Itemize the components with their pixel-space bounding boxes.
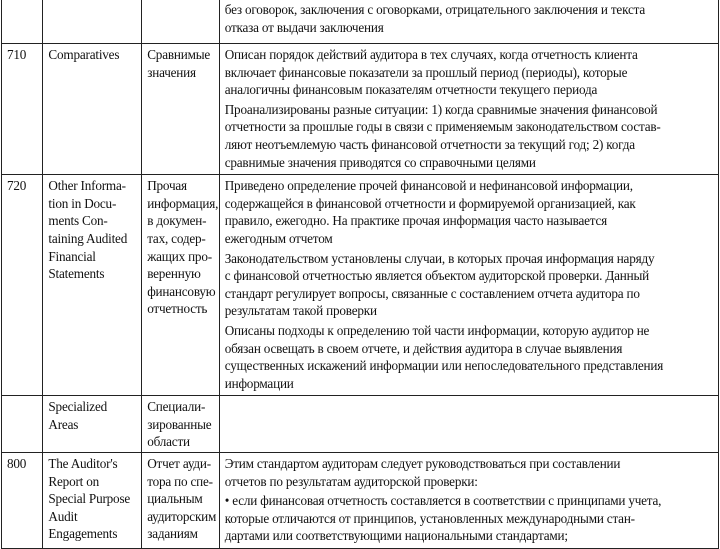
description-line: сравнимые значения приводятся со справочными целями	[224, 154, 536, 170]
russian-title-line: области	[147, 434, 190, 450]
description-line: Этим стандартом аудиторам следует руководствоваться при составлении	[224, 456, 621, 472]
description-line: правило, ежегодно. На практике прочая информация часто называется	[224, 213, 608, 229]
description-line: Приведено определение прочей финансовой и нефинансовой информации,	[224, 178, 633, 194]
english-title-line: Statements	[48, 266, 105, 282]
description-line: ежегодным отчетом	[224, 230, 333, 246]
standard-code: 800	[2, 453, 43, 549]
description	[219, 453, 718, 549]
english-title	[43, 0, 142, 44]
russian-title-line: циальным	[147, 491, 203, 507]
description-paragraph	[225, 101, 714, 171]
english-title-line: tion in Docu-	[48, 195, 117, 211]
description-line: отчетов по результатам аудиторской проверки:	[224, 473, 478, 489]
description-paragraph	[225, 250, 714, 320]
russian-title	[142, 175, 220, 396]
description	[219, 175, 718, 396]
description-line: включает финансовые показатели за прошлый период (периоды), которые	[224, 64, 628, 80]
table-row	[2, 453, 719, 549]
russian-title-line: Сравнимые	[147, 47, 211, 62]
english-title-line: taining Audited	[48, 230, 128, 246]
table-row	[2, 0, 719, 44]
description-line: информации	[224, 375, 294, 391]
russian-title-line: веренную	[147, 266, 201, 282]
description-line: Проанализированы разные ситуации: 1) когда сравнимые значения финансовой	[224, 101, 658, 117]
description-line: с финансовой отчетностью является объектом аудиторской проверки. Данный	[224, 268, 649, 284]
english-title-line: Financial	[48, 248, 96, 264]
standard-code: 720	[2, 175, 43, 396]
table-row	[2, 175, 719, 396]
description	[219, 0, 718, 44]
standard-code	[2, 396, 43, 453]
description-line: отчетности за прошлые годы в связи с применяемым законодательством состав-	[224, 119, 661, 135]
russian-title-line: Специали-	[147, 399, 206, 415]
english-title-line: The Auditor's	[48, 456, 118, 472]
description	[219, 44, 718, 175]
russian-title	[142, 0, 220, 44]
russian-title-line: значения	[147, 64, 196, 80]
russian-title-line: аудиторским	[147, 508, 217, 524]
english-title-line: Areas	[48, 416, 79, 432]
standard-code	[2, 0, 43, 44]
english-title-line: Other Informa-	[48, 178, 126, 194]
description-line: дартами или соответствующими национальными стандартами;	[224, 528, 568, 544]
description-paragraph	[225, 177, 714, 247]
standards-table	[1, 0, 719, 549]
description-line: обязан освещать в своем отчете, и действия аудитора в случае выявления	[224, 340, 623, 356]
description-line: результатам такой проверки	[224, 303, 377, 319]
description-line: содержащейся в финансовой отчетности и формируемой организацией, как	[224, 195, 636, 211]
description-line: аналогичны финансовым показателям отчетности текущего периода	[224, 82, 598, 98]
table-row	[2, 396, 719, 453]
description-paragraph	[225, 455, 714, 490]
description-line: ляют неотъемлемую часть финансовой отчетности за текущий год; 2) когда	[224, 136, 635, 152]
english-title-line: Special Purpose	[48, 491, 131, 507]
russian-title-line: зированные	[147, 416, 212, 432]
description-line: без оговорок, заключения с оговорками, отрицательного заключения и текста	[224, 2, 645, 17]
english-title-line: Comparatives	[48, 47, 120, 62]
russian-title	[142, 44, 220, 175]
english-title-line: Audit	[48, 508, 78, 524]
english-title	[43, 453, 142, 549]
russian-title-line: Прочая	[147, 178, 187, 194]
english-title-line: Specialized	[48, 399, 108, 415]
russian-title-line: тах, содер-	[147, 230, 206, 246]
description-line: Описан порядок действий аудитора в тех случаях, когда отчетность клиента	[224, 47, 638, 62]
english-title	[43, 396, 142, 453]
russian-title-line: заданиям	[147, 526, 198, 542]
english-title-line: ments Con-	[48, 213, 108, 229]
russian-title-line: тора по спе-	[147, 473, 213, 489]
russian-title	[142, 396, 220, 453]
table-row	[2, 44, 719, 175]
standard-code: 710	[2, 44, 43, 175]
description-line: отказа от выдачи заключения	[224, 19, 384, 35]
description-paragraph	[225, 1, 714, 36]
description-line: существенных искажений информации или непоследовательного представления	[224, 358, 664, 374]
russian-title-line: Отчет ауди-	[147, 456, 211, 472]
russian-title-line: отчетность	[147, 301, 208, 317]
description	[219, 396, 718, 453]
english-title	[43, 175, 142, 396]
russian-title-line: жащих про-	[147, 248, 212, 264]
description-line: стандарт регулирует вопросы, связанные с составлением отчета аудитора по	[224, 285, 640, 301]
russian-title-line: в докумен-	[147, 213, 207, 229]
description-line: Законодательством установлены случаи, в которых прочая информация наряду	[224, 250, 655, 266]
description-paragraph	[225, 46, 714, 99]
russian-title-line: информация,	[147, 195, 219, 211]
description-line: Описаны подходы к определению той части информации, которую аудитор не	[224, 322, 650, 338]
russian-title	[142, 453, 220, 549]
russian-title-line: финансовую	[147, 283, 216, 299]
description-paragraph	[225, 322, 714, 392]
description-line: которые отличаются от принципов, установленных международными стан-	[224, 510, 635, 526]
description-paragraph	[225, 492, 714, 545]
english-title-line: Engagements	[48, 526, 118, 542]
english-title	[43, 44, 142, 175]
english-title-line: Report on	[48, 473, 99, 489]
description-line: • если финансовая отчетность составляется в соответствии с принципами учета,	[224, 493, 662, 509]
